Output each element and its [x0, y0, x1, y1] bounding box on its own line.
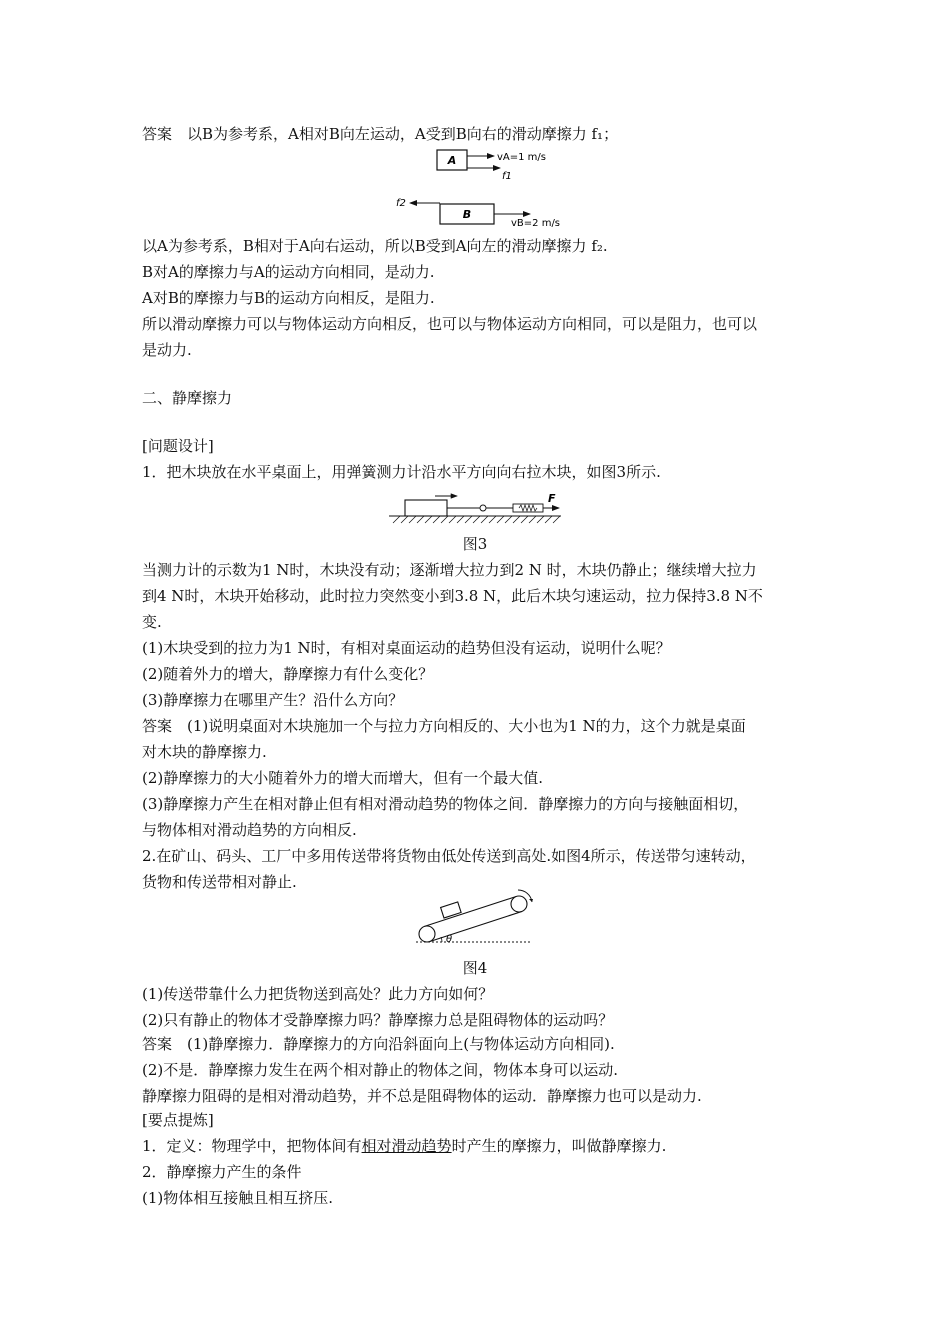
figure-4-caption: 图4 — [462, 959, 488, 977]
text-line-16: 静摩擦力阻碍的是相对滑动趋势，并不总是阻碍物体的运动．静摩擦力也可以是动力. — [142, 1087, 702, 1105]
figure-3 — [385, 490, 565, 526]
text-line-5: 所以滑动摩擦力可以与物体运动方向相反，也可以与物体运动方向相同，可以是阻力，也可以 — [142, 315, 758, 333]
text-line-6: 是动力. — [142, 341, 192, 359]
question-2: 2.在矿山、码头、工厂中多用传送带将货物由低处传送到高处.如图4所示，传送带匀速转动， — [142, 847, 756, 865]
text-line-10: 对木块的静摩擦力. — [142, 743, 267, 761]
answer-line-2: 答案 (1)说明桌面对木块施加一个与拉力方向相反的、大小也为1 N的力，这个力就是桌面 — [142, 717, 746, 735]
angle-label: θ — [446, 934, 453, 945]
text-line-11: (2)静摩擦力的大小随着外力的增大而增大，但有一个最大值. — [142, 769, 544, 787]
figure-blocks-ab — [390, 146, 580, 228]
definition-underlined-term: 相对滑动趋势 — [361, 1137, 452, 1155]
figure-4 — [410, 882, 540, 948]
sub-question-1: (1)木块受到的拉力为1 N时，有相对桌面运动的趋势但没有运动，说明什么呢？ — [142, 639, 671, 657]
sub-question-2: (2)随着外力的增大，静摩擦力有什么变化？ — [142, 665, 434, 683]
figure-3-caption: 图3 — [462, 535, 488, 553]
question-1: 1．把木块放在水平桌面上，用弹簧测力计沿水平方向向右拉木块，如图3所示. — [142, 463, 661, 481]
block-b-label: B — [462, 208, 472, 221]
definition-after: 时产生的摩擦力，叫做静摩擦力. — [451, 1137, 667, 1155]
condition-1: (1)物体相互接触且相互挤压. — [142, 1189, 334, 1207]
problem-design-label: [问题设计] — [142, 437, 214, 455]
answer-line-3: 答案 (1)静摩擦力．静摩擦力的方向沿斜面向上(与物体运动方向相同). — [142, 1035, 615, 1053]
force-label: F — [548, 492, 556, 505]
text-line-8: 到4 N时，木块开始移动，此时拉力突然变小到3.8 N，此后木块匀速运动，拉力保持3.8 N不 — [142, 587, 763, 605]
definition-before: 1．定义：物理学中，把物体间有 — [142, 1137, 362, 1155]
hook — [480, 505, 486, 511]
text-line-13: 与物体相对滑动趋势的方向相反. — [142, 821, 357, 839]
f1-label: f1 — [502, 171, 512, 182]
va-label: vA=1 m/s — [497, 152, 546, 163]
table-hatching — [393, 516, 560, 523]
key-points-label: [要点提炼] — [142, 1111, 214, 1129]
answer-line-1: 答案 以B为参考系，A相对B向左运动，A受到B向右的滑动摩擦力 f₁； — [142, 125, 619, 143]
lower-roller — [419, 926, 435, 942]
text-line-15: (2)不是．静摩擦力发生在两个相对静止的物体之间，物体本身可以运动. — [142, 1061, 619, 1079]
sub-question-5: (2)只有静止的物体才受静摩擦力吗？静摩擦力总是阻碍物体的运动吗？ — [142, 1011, 614, 1029]
text-line-3: B对A的摩擦力与A的运动方向相同，是动力. — [142, 263, 435, 281]
vb-label: vB=2 m/s — [511, 218, 561, 228]
text-line-7: 当测力计的示数为1 N时，木块没有动；逐渐增大拉力到2 N 时，木块仍静止；继续增大拉力 — [142, 561, 757, 579]
sub-question-3: (3)静摩擦力在哪里产生？沿什么方向？ — [142, 691, 404, 709]
f2-label: f2 — [396, 198, 406, 209]
section-heading: 二、静摩擦力 — [142, 389, 233, 407]
block-a-label: A — [447, 154, 457, 167]
wooden-block — [405, 500, 447, 516]
definition-line — [142, 1136, 666, 1156]
text-line-14: 货物和传送带相对静止. — [142, 873, 297, 891]
belt-top — [425, 896, 517, 926]
text-line-4: A对B的摩擦力与B的运动方向相反，是阻力. — [142, 289, 435, 307]
text-line-9: 变. — [142, 613, 162, 631]
upper-roller — [511, 896, 527, 912]
text-line-2: 以A为参考系，B相对于A向右运动，所以B受到A向左的滑动摩擦力 f₂. — [142, 237, 608, 255]
text-line-12: (3)静摩擦力产生在相对静止但有相对滑动趋势的物体之间．静摩擦力的方向与接触面相切， — [142, 795, 749, 813]
conditions-heading: 2．静摩擦力产生的条件 — [142, 1163, 302, 1181]
sub-question-4: (1)传送带靠什么力把货物送到高处？此力方向如何？ — [142, 985, 494, 1003]
